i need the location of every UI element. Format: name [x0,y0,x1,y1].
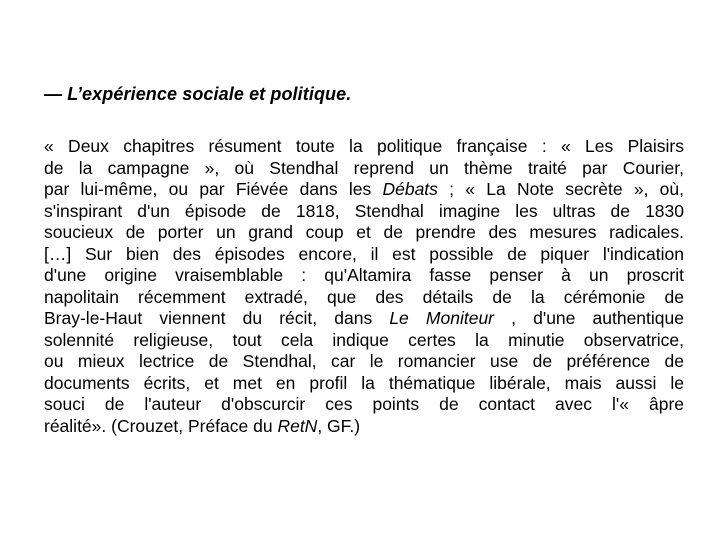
italic-title: RetN [277,415,318,436]
text-run: ; « La Note secrète », où, [437,179,685,199]
quote-line [44,244,684,266]
quote-line [44,222,684,244]
text-run: « Deux chapitres résument toute la politique française : « Les Plaisirs [44,136,684,156]
text-run: solennité religieuse, tout cela indique certes la minutie observatrice, [44,329,684,350]
text-run: ou mieux lectrice de Stendhal, car le romancier use de préférence de [44,351,684,371]
text-run: Bray-le-Haut viennent du récit, dans [44,308,390,328]
quote-line [44,287,684,309]
text-run: de la campagne », où Stendhal reprend un thème traité par Courier, [44,157,684,178]
italic-title: Débats [382,179,438,199]
text-run: par lui-même, ou par Fiévée dans les [44,179,383,199]
italic-title: Le Moniteur [389,308,495,328]
text-run: s'inspirant d'un épisode de 1818, Stendhal imagine les ultras de 1830 [44,200,684,221]
quote-line [44,308,684,330]
quote-line [44,416,684,438]
text-run: d'une origine vraisemblable : qu'Altamira fasse penser à un proscrit [44,265,684,285]
quote-line [44,201,684,223]
text-run: souci de l'auteur d'obscurcir ces points de contact avec l'« âpre [44,394,684,414]
quote-line [44,136,684,158]
text-run: […] Sur bien des épisodes encore, il est possible de piquer l'indication [44,243,684,264]
quote-line [44,158,684,180]
quote-line [44,179,684,201]
text-run: , GF.) [317,415,361,436]
quote-line [44,330,684,352]
text-run: réalité». (Crouzet, Préface du [44,415,278,436]
quote-line [44,265,684,287]
section-heading: — L’expérience sociale et politique. [44,84,352,104]
text-run: documents écrits, et met en profil la thématique libérale, mais aussi le [44,372,684,393]
quote-paragraph [44,136,684,437]
quote-line [44,351,684,373]
text-run: napolitain récemment extradé, que des détails de la cérémonie de [44,286,684,307]
quote-line [44,394,684,416]
text-run: , d'une authentique [494,308,684,328]
text-run: soucieux de porter un grand coup et de prendre des mesures radicales. [44,222,684,242]
quote-line [44,373,684,395]
